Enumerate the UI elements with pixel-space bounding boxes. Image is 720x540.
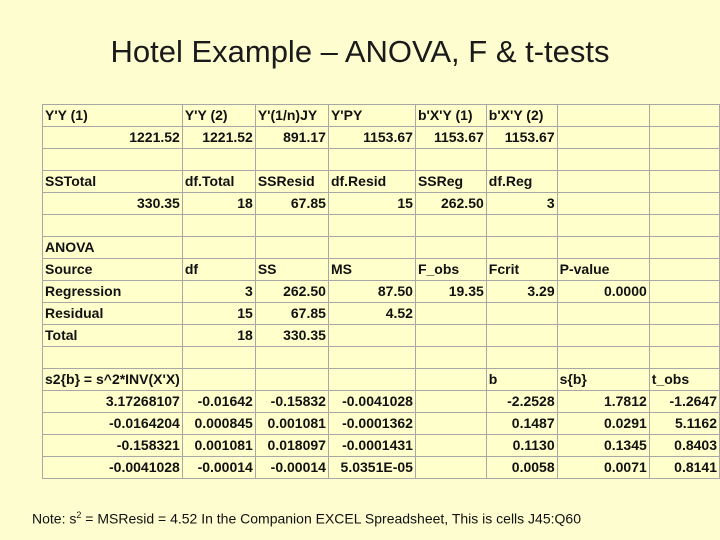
table-cell [557, 127, 649, 149]
table-cell: 891.17 [255, 127, 328, 149]
table-cell: SSReg [415, 171, 486, 193]
table-row [43, 127, 720, 149]
table-cell [486, 303, 557, 325]
table-cell [328, 237, 415, 259]
table-cell: b'X'Y (2) [486, 105, 557, 127]
table-cell: df.Reg [486, 171, 557, 193]
table-cell: Residual [43, 303, 183, 325]
table-row [43, 149, 720, 171]
table-row [43, 457, 720, 479]
table-cell [557, 193, 649, 215]
table-cell: -0.00014 [182, 457, 255, 479]
table-cell: 0.0291 [557, 413, 649, 435]
table-cell: 0.0000 [557, 281, 649, 303]
table-row [43, 347, 720, 369]
table-cell: 15 [182, 303, 255, 325]
table-cell: 0.1130 [486, 435, 557, 457]
table-cell: Total [43, 325, 183, 347]
table-cell [43, 347, 183, 369]
table-cell [415, 149, 486, 171]
table-cell: -0.0041028 [328, 391, 415, 413]
table-cell: 0.1345 [557, 435, 649, 457]
table-cell: -0.0041028 [43, 457, 183, 479]
table-cell [182, 369, 255, 391]
table-cell [557, 171, 649, 193]
table-cell [649, 281, 719, 303]
table-cell: b'X'Y (1) [415, 105, 486, 127]
table-row [43, 193, 720, 215]
table-cell: 0.8403 [649, 435, 719, 457]
table-cell: 0.0071 [557, 457, 649, 479]
table-cell: SSTotal [43, 171, 183, 193]
table-cell: 18 [182, 325, 255, 347]
table-row [43, 105, 720, 127]
table-cell [182, 215, 255, 237]
table-cell: 0.0058 [486, 457, 557, 479]
table-cell [649, 303, 719, 325]
table-cell [486, 149, 557, 171]
table-cell: 1153.67 [328, 127, 415, 149]
table-cell: Source [43, 259, 183, 281]
table-cell: 0.000845 [182, 413, 255, 435]
table-cell: ANOVA [43, 237, 183, 259]
table-cell: s2{b} = s^2*INV(X'X) [43, 369, 183, 391]
table-cell: SS [255, 259, 328, 281]
table-cell [255, 215, 328, 237]
table-cell: 67.85 [255, 303, 328, 325]
table-cell [255, 237, 328, 259]
note-text: = MSResid = 4.52 In the Companion EXCEL Spreadsheet, This is cells J45:Q60 [81, 510, 581, 527]
table-cell: SSResid [255, 171, 328, 193]
table-cell [649, 105, 719, 127]
table-cell [415, 215, 486, 237]
table-cell [255, 149, 328, 171]
table-cell [557, 347, 649, 369]
table-cell: Fcrit [486, 259, 557, 281]
table-cell: 262.50 [415, 193, 486, 215]
table-cell: 87.50 [328, 281, 415, 303]
table-cell: F_obs [415, 259, 486, 281]
table-cell: 330.35 [43, 193, 183, 215]
table-cell: MS [328, 259, 415, 281]
table-cell [649, 325, 719, 347]
table-cell [328, 347, 415, 369]
table-cell [557, 237, 649, 259]
table-cell: 0.1487 [486, 413, 557, 435]
table-cell [43, 215, 183, 237]
table-cell [486, 237, 557, 259]
table-cell [182, 149, 255, 171]
table-row [43, 281, 720, 303]
table-row [43, 369, 720, 391]
table-cell [182, 347, 255, 369]
table-cell [415, 457, 486, 479]
table-cell: Y'PY [328, 105, 415, 127]
table-cell [557, 215, 649, 237]
table-row [43, 171, 720, 193]
table-cell [557, 149, 649, 171]
table-cell: Regression [43, 281, 183, 303]
table-cell: -0.0001431 [328, 435, 415, 457]
table-cell: -0.0001362 [328, 413, 415, 435]
table-cell: -0.158321 [43, 435, 183, 457]
table-row [43, 413, 720, 435]
table-cell [649, 237, 719, 259]
table-cell [415, 303, 486, 325]
table-cell: df.Total [182, 171, 255, 193]
spreadsheet-table [42, 104, 720, 479]
table-row [43, 391, 720, 413]
table-cell [415, 369, 486, 391]
table-cell: 1153.67 [415, 127, 486, 149]
table-row [43, 325, 720, 347]
table-cell [486, 215, 557, 237]
table-cell: 1221.52 [43, 127, 183, 149]
table-cell [328, 149, 415, 171]
table-cell: -1.2647 [649, 391, 719, 413]
table-cell [557, 325, 649, 347]
table-cell: b [486, 369, 557, 391]
table-cell: 5.1162 [649, 413, 719, 435]
table-cell [486, 325, 557, 347]
table-cell [415, 391, 486, 413]
table-cell [649, 215, 719, 237]
table-cell: -2.2528 [486, 391, 557, 413]
table-cell [328, 325, 415, 347]
table-cell: 5.0351E-05 [328, 457, 415, 479]
table-cell: 1221.52 [182, 127, 255, 149]
table-row [43, 303, 720, 325]
table-cell: 19.35 [415, 281, 486, 303]
table-cell: t_obs [649, 369, 719, 391]
table-cell [649, 259, 719, 281]
table-cell [557, 303, 649, 325]
table-cell [486, 347, 557, 369]
table-cell [255, 347, 328, 369]
table-cell [649, 347, 719, 369]
table-cell: 3 [486, 193, 557, 215]
table-cell: Y'Y (1) [43, 105, 183, 127]
table-cell: df.Resid [328, 171, 415, 193]
table-row [43, 259, 720, 281]
table-cell: -0.00014 [255, 457, 328, 479]
table-cell: df [182, 259, 255, 281]
table-cell: 4.52 [328, 303, 415, 325]
table-cell [415, 435, 486, 457]
table-cell [328, 369, 415, 391]
table-cell: 3.17268107 [43, 391, 183, 413]
table-cell: 0.018097 [255, 435, 328, 457]
table-cell: -0.15832 [255, 391, 328, 413]
table-cell [557, 105, 649, 127]
table-cell [415, 237, 486, 259]
table-cell: 3 [182, 281, 255, 303]
table-cell: 15 [328, 193, 415, 215]
table-cell [649, 193, 719, 215]
table-cell [649, 171, 719, 193]
table-cell [255, 369, 328, 391]
note-superscript: 2 [76, 510, 82, 520]
table-cell: 330.35 [255, 325, 328, 347]
table-cell: 67.85 [255, 193, 328, 215]
table-cell: 262.50 [255, 281, 328, 303]
table-cell: 0.001081 [182, 435, 255, 457]
table-cell: s{b} [557, 369, 649, 391]
table-cell: 18 [182, 193, 255, 215]
slide-title: Hotel Example – ANOVA, F & t-tests [110, 34, 610, 69]
table-cell [415, 325, 486, 347]
table-cell [415, 347, 486, 369]
table-cell: -0.0164204 [43, 413, 183, 435]
table-cell [43, 149, 183, 171]
table-cell [182, 237, 255, 259]
table-cell: Y'(1/n)JY [255, 105, 328, 127]
table-cell: Y'Y (2) [182, 105, 255, 127]
table-cell [328, 215, 415, 237]
table-cell: 0.001081 [255, 413, 328, 435]
table-row [43, 237, 720, 259]
table-row [43, 215, 720, 237]
table-cell: P-value [557, 259, 649, 281]
table-cell: 1153.67 [486, 127, 557, 149]
footnote [32, 510, 581, 527]
table-row [43, 435, 720, 457]
table-cell [649, 127, 719, 149]
note-prefix: Note: s [32, 510, 77, 527]
table-cell: 1.7812 [557, 391, 649, 413]
table-cell: -0.01642 [182, 391, 255, 413]
table-cell: 3.29 [486, 281, 557, 303]
table-cell: 0.8141 [649, 457, 719, 479]
table-cell [649, 149, 719, 171]
table-cell [415, 413, 486, 435]
